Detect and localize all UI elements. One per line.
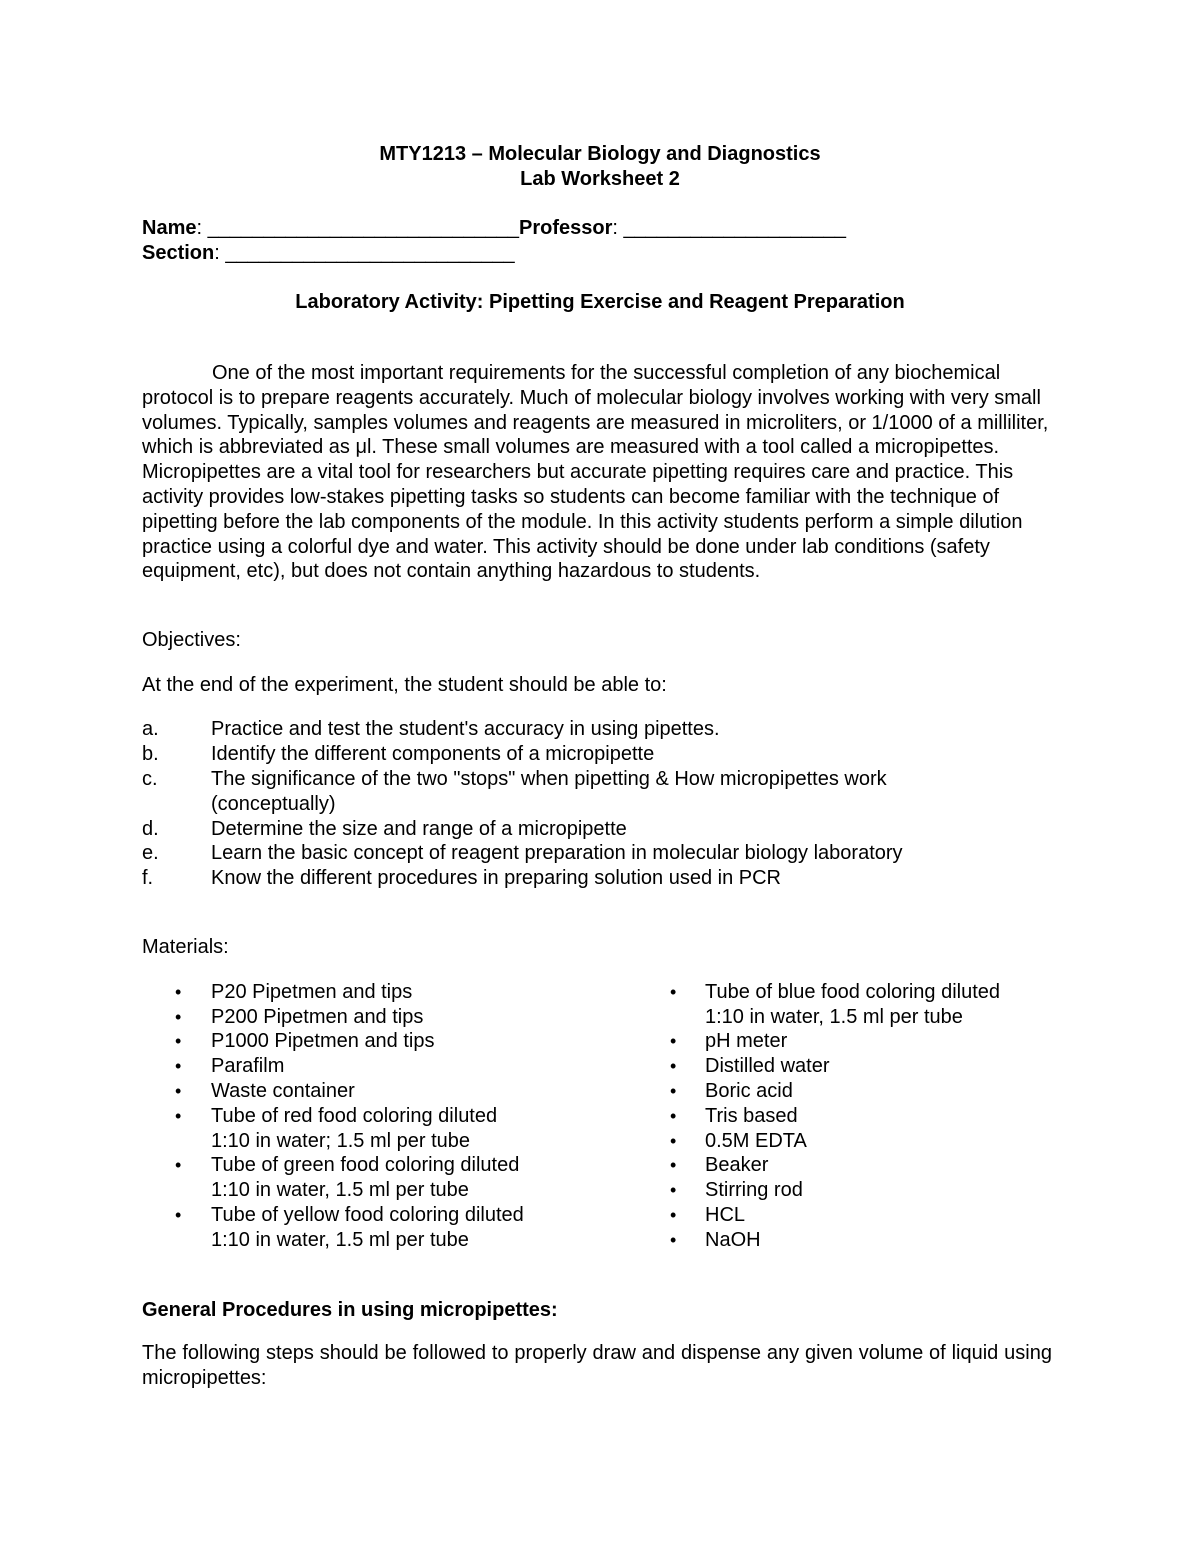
name-blank: : ____________________________ — [196, 217, 520, 239]
material-item: pH meter — [705, 1030, 788, 1052]
bullet-icon: • — [175, 1031, 182, 1051]
material-item: Tube of red food coloring diluted — [211, 1105, 498, 1127]
bullet-icon: • — [670, 1106, 677, 1126]
bullet-icon: • — [670, 1056, 677, 1076]
material-item: P20 Pipetmen and tips — [211, 981, 413, 1003]
material-item-continued: 1:10 in water, 1.5 ml per tube — [211, 1179, 469, 1201]
activity-title: Laboratory Activity: Pipetting Exercise and Reagent Preparation — [295, 291, 905, 313]
material-item-continued: 1:10 in water, 1.5 ml per tube — [705, 1006, 963, 1028]
bullet-icon: • — [175, 982, 182, 1002]
material-item: Beaker — [705, 1154, 769, 1176]
materials-heading: Materials: — [142, 936, 229, 958]
intro-paragraph — [142, 361, 1052, 584]
bullet-icon: • — [175, 1056, 182, 1076]
objective-item: The significance of the two "stops" when pipetting & How micropipettes work — [211, 768, 887, 790]
objective-letter: c. — [142, 768, 158, 790]
material-item: HCL — [705, 1204, 746, 1226]
objective-letter: f. — [142, 867, 154, 889]
objective-item: Practice and test the student's accuracy in using pipettes. — [211, 718, 720, 740]
material-item: Stirring rod — [705, 1179, 803, 1201]
professor-blank: : ____________________ — [612, 217, 846, 239]
bullet-icon: • — [175, 1081, 182, 1101]
material-item: Tube of blue food coloring diluted — [705, 981, 1001, 1003]
bullet-icon: • — [670, 1131, 677, 1151]
bullet-icon: • — [175, 1205, 182, 1225]
procedures-heading: General Procedures in using micropipettes: — [142, 1299, 558, 1321]
objective-letter: d. — [142, 818, 159, 840]
bullet-icon: • — [175, 1106, 182, 1126]
bullet-icon: • — [175, 1155, 182, 1175]
objective-letter: a. — [142, 718, 159, 740]
material-item: NaOH — [705, 1229, 761, 1251]
objective-item: Know the different procedures in preparing solution used in PCR — [211, 867, 781, 889]
material-item: P200 Pipetmen and tips — [211, 1006, 424, 1028]
professor-label: Professor — [519, 217, 613, 239]
material-item: Tube of yellow food coloring diluted — [211, 1204, 524, 1226]
objectives-lead-in: At the end of the experiment, the student should be able to: — [142, 674, 667, 696]
material-item: Waste container — [211, 1080, 355, 1102]
objective-item: Learn the basic concept of reagent preparation in molecular biology laboratory — [211, 842, 903, 864]
section-label: Section — [142, 242, 215, 264]
material-item-continued: 1:10 in water; 1.5 ml per tube — [211, 1130, 471, 1152]
bullet-icon: • — [670, 1180, 677, 1200]
course-title: MTY1213 – Molecular Biology and Diagnostics — [379, 143, 821, 165]
section-blank: : __________________________ — [214, 242, 515, 264]
bullet-icon: • — [670, 1155, 677, 1175]
objective-item: Identify the different components of a micropipette — [211, 743, 655, 765]
worksheet-title: Lab Worksheet 2 — [520, 168, 680, 190]
material-item-continued: 1:10 in water, 1.5 ml per tube — [211, 1229, 469, 1251]
material-item: Parafilm — [211, 1055, 285, 1077]
material-item: Tris based — [705, 1105, 798, 1127]
name-field — [142, 216, 846, 241]
bullet-icon: • — [670, 1081, 677, 1101]
name-label: Name — [142, 217, 197, 239]
material-item: Distilled water — [705, 1055, 830, 1077]
objective-item-continued: (conceptually) — [211, 793, 336, 815]
objective-letter: e. — [142, 842, 159, 864]
objectives-heading: Objectives: — [142, 629, 241, 651]
procedures-text: The following steps should be followed to properly draw and dispense any given volume of liquid using micropipettes: — [142, 1342, 1052, 1389]
bullet-icon: • — [670, 1205, 677, 1225]
bullet-icon: • — [670, 1031, 677, 1051]
material-item: 0.5M EDTA — [705, 1130, 807, 1152]
bullet-icon: • — [670, 982, 677, 1002]
material-item: P1000 Pipetmen and tips — [211, 1030, 435, 1052]
section-field — [142, 241, 515, 266]
material-item: Tube of green food coloring diluted — [211, 1154, 520, 1176]
bullet-icon: • — [175, 1007, 182, 1027]
intro-text: One of the most important requirements for the successful completion of any biochemical protocol is to prepare reagents accurately. Much of molecular biology involves working with very small volumes. Typically, samples volumes and reagents are measured in microliters, or 1/1000 of a milliliter, which is abbreviated as μl. These small volumes are measured with a tool called a micropipettes. Micropipettes are a vital tool for researchers but accurate pipetting requires care and practice. This activity provides low-stakes pipetting tasks so students can become familiar with the technique of pipetting before the lab components of the module. In this activity students perform a simple dilution practice using a colorful dye and water. This activity should be done under lab conditions (safety equipment, etc), but does not contain anything hazardous to students. — [142, 362, 1049, 583]
bullet-icon: • — [670, 1230, 677, 1250]
objective-letter: b. — [142, 743, 159, 765]
material-item: Boric acid — [705, 1080, 793, 1102]
objective-item: Determine the size and range of a micropipette — [211, 818, 627, 840]
